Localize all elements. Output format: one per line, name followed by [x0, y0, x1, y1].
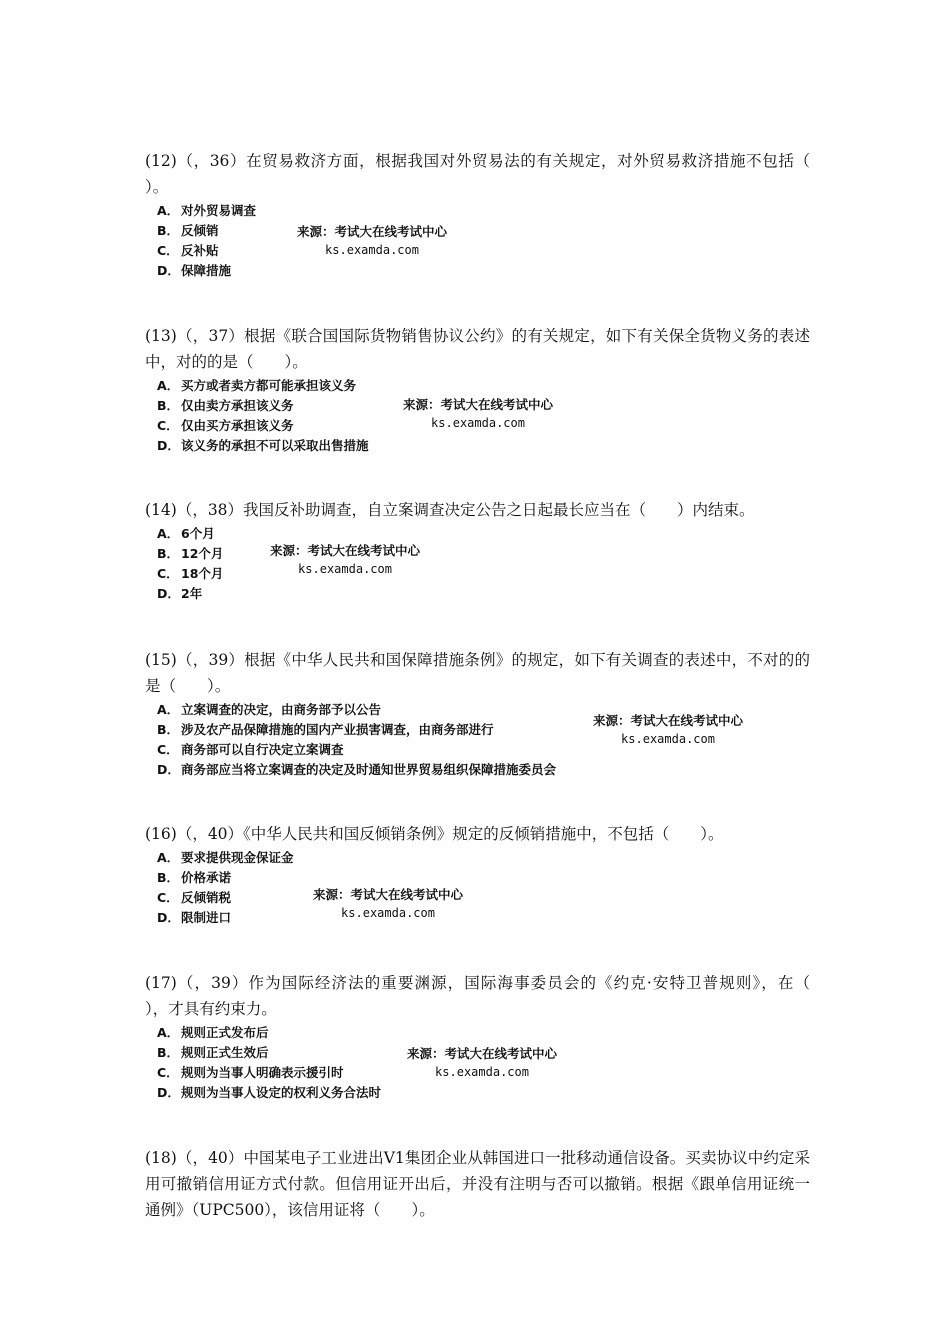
question-17: [145, 970, 842, 1103]
question-13: [145, 323, 810, 456]
option-c: C． 商务部可以自行决定立案调查: [157, 742, 344, 757]
options-list: [145, 1023, 810, 1103]
option-a: A． 6个月: [157, 526, 215, 541]
options-list: [145, 201, 810, 281]
option-b: B． 反倾销: [157, 223, 219, 238]
option-b: B． 仅由卖方承担该义务: [157, 398, 294, 413]
source-watermark: 来源：考试大在线考试中心 ks.examda.com: [313, 887, 464, 920]
options-list: [145, 700, 810, 780]
question-14: [145, 497, 810, 604]
option-d: D．规则为当事人设定的权利义务合法时: [157, 1085, 382, 1100]
question-stem: (12)（，36）在贸易救济方面，根据我国对外贸易法的有关规定，对外贸易救济措施不包括（ ）。: [145, 152, 842, 196]
source-watermark: 来源：考试大在线考试中心 ks.examda.com: [297, 224, 448, 257]
question-stem: (18)（，40）中国某电子工业进出V1集团企业从韩国进口一批移动通信设备。买卖协议中约定采用可撤销信用证方式付款。但信用证开出后，并没有注明与否可以撤销。根据《跟单信用证统一通例》（UPC500），该信用证将（ ）。: [145, 1149, 810, 1219]
question-stem: (17)（，39）作为国际经济法的重要渊源，国际海事委员会的《约克·安特卫普规则》，在（ ），才具有约束力。: [145, 974, 842, 1018]
question-stem: (14)（，38）我国反补助调查，自立案调查决定公告之日起最长应当在（ ）内结束。: [145, 501, 755, 519]
option-d: D．2年: [157, 586, 203, 601]
option-a: A． 买方或者卖方都可能承担该义务: [157, 378, 357, 393]
options-list: [145, 376, 810, 456]
option-b: B． 涉及农产品保障措施的国内产业损害调查，由商务部进行: [157, 722, 494, 737]
option-b: B． 12个月: [157, 546, 224, 561]
option-d: D．限制进口: [157, 910, 232, 925]
source-watermark: 来源：考试大在线考试中心 ks.examda.com: [407, 1046, 558, 1079]
question-stem: (15)（，39）根据《中华人民共和国保障措施条例》的规定，如下有关调查的表述中，不对的的是（ ）。: [145, 651, 810, 695]
option-a: A． 立案调查的决定，由商务部予以公告: [157, 702, 382, 717]
question-18: [145, 1145, 810, 1223]
source-watermark: 来源：考试大在线考试中心 ks.examda.com: [403, 397, 554, 430]
option-c: C． 反倾销税: [157, 890, 232, 905]
option-b: B． 价格承诺: [157, 870, 232, 885]
option-d: D．商务部应当将立案调查的决定及时通知世界贸易组织保障措施委员会: [157, 762, 557, 777]
option-c: C． 仅由买方承担该义务: [157, 418, 294, 433]
options-list: [145, 524, 810, 604]
question-stem: (16)（，40）《中华人民共和国反倾销条例》规定的反倾销措施中，不包括（ ）。: [145, 825, 724, 843]
source-watermark: 来源：考试大在线考试中心 ks.examda.com: [593, 713, 744, 746]
question-12: [145, 148, 842, 281]
option-c: C． 规则为当事人明确表示援引时: [157, 1065, 344, 1080]
source-watermark: 来源：考试大在线考试中心 ks.examda.com: [270, 543, 421, 576]
option-b: B． 规则正式生效后: [157, 1045, 269, 1060]
question-stem: (13)（，37）根据《联合国国际货物销售协议公约》的有关规定，如下有关保全货物义务的表述中，对的的是（ ）。: [145, 327, 810, 371]
question-16: [145, 821, 810, 928]
option-c: C． 反补贴: [157, 243, 219, 258]
option-a: A． 规则正式发布后: [157, 1025, 269, 1040]
options-list: [145, 848, 810, 928]
option-a: A． 对外贸易调查: [157, 203, 257, 218]
option-d: D．保障措施: [157, 263, 232, 278]
option-c: C． 18个月: [157, 566, 224, 581]
question-15: [145, 647, 810, 780]
option-d: D．该义务的承担不可以采取出售措施: [157, 438, 369, 453]
option-a: A． 要求提供现金保证金: [157, 850, 294, 865]
